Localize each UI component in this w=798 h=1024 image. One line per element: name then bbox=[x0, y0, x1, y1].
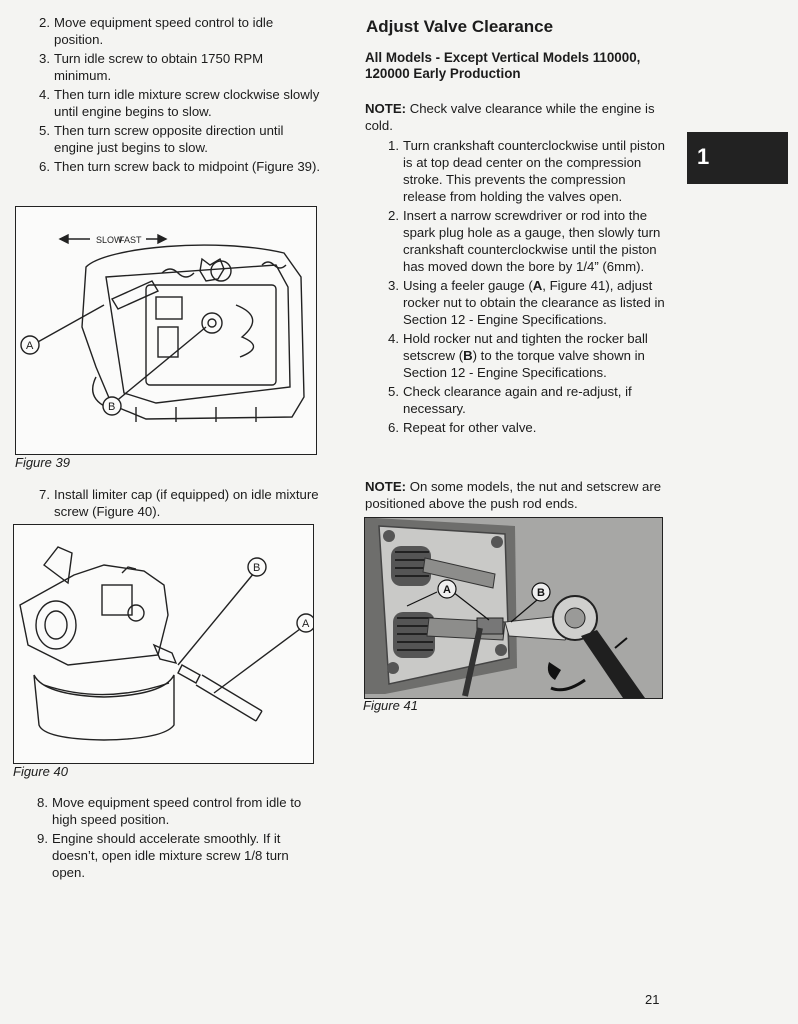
list-item: 6. Then turn screw back to midpoint (Figure 39). bbox=[39, 159, 321, 174]
list-item: 1. Turn crankshaft counterclockwise until piston is at top dead center on the compression stroke. This prevents the compression release from holding the valves open. bbox=[388, 138, 665, 204]
fast-label: FAST bbox=[119, 235, 142, 245]
figure-41-caption: Figure 41 bbox=[363, 698, 418, 713]
list-item: 2. Move equipment speed control to idle position. bbox=[39, 15, 274, 47]
callout-a: A bbox=[443, 584, 451, 596]
steps-list-a bbox=[36, 14, 321, 177]
valve-steps-list bbox=[385, 137, 665, 438]
list-item: 6. Repeat for other valve. bbox=[388, 420, 537, 435]
list-item: 9. Engine should accelerate smoothly. If it doesn’t, open idle mixture screw 1/8 turn open. bbox=[37, 831, 289, 880]
callout-a: A bbox=[26, 340, 34, 352]
slow-label: SLOW bbox=[96, 235, 123, 245]
figure-39-caption: Figure 39 bbox=[15, 455, 70, 470]
note-text: Check valve clearance while the engine is cold. bbox=[365, 101, 655, 133]
figure-40 bbox=[13, 524, 314, 764]
figure-39 bbox=[15, 206, 317, 455]
note-label: NOTE: bbox=[365, 101, 407, 116]
callout-a: A bbox=[302, 618, 310, 630]
list-item: 4. Hold rocker nut and tighten the rocker ball setscrew (B) to the torque valve shown in Section 12 - Engine Specifications. bbox=[388, 331, 648, 380]
note-cold-engine bbox=[365, 100, 665, 134]
figure-40-caption: Figure 40 bbox=[13, 764, 68, 779]
section-subheading: All Models - Except Vertical Models 110000, 120000 Early Production bbox=[365, 50, 641, 81]
list-item: 5. Then turn screw opposite direction until engine just begins to slow. bbox=[39, 123, 284, 155]
valve-adjustment-photo bbox=[365, 518, 662, 698]
list-item: 5. Check clearance again and re-adjust, if necessary. bbox=[388, 384, 632, 416]
list-item: 7. Install limiter cap (if equipped) on idle mixture screw (Figure 40). bbox=[39, 487, 319, 519]
carburetor-limiter-cap-illustration bbox=[14, 525, 313, 763]
step-7 bbox=[36, 486, 321, 522]
list-item: 4. Then turn idle mixture screw clockwise slowly until engine begins to slow. bbox=[39, 87, 320, 119]
section-heading: Adjust Valve Clearance bbox=[366, 17, 554, 36]
note-label: NOTE: bbox=[365, 479, 407, 494]
page-number: 21 bbox=[645, 992, 660, 1007]
list-item: 8. Move equipment speed control from idle to high speed position. bbox=[37, 795, 302, 827]
list-item: 3. Turn idle screw to obtain 1750 RPM minimum. bbox=[39, 51, 264, 83]
carburetor-linkage-illustration bbox=[16, 207, 316, 454]
note-text: On some models, the nut and setscrew are positioned above the push rod ends. bbox=[365, 479, 662, 511]
callout-b: B bbox=[253, 562, 261, 574]
list-item: 2. Insert a narrow screwdriver or rod into the spark plug hole as a gauge, then slowly turn crankshaft counterclockwise until the piston has moved down the bore by 1/4” (6mm). bbox=[388, 208, 661, 274]
steps-list-b bbox=[34, 794, 319, 883]
figure-41 bbox=[364, 517, 663, 699]
note-push-rod bbox=[365, 478, 665, 512]
section-tab: 1 bbox=[687, 132, 788, 184]
list-item: 3. Using a feeler gauge (A, Figure 41), adjust rocker nut to obtain the clearance as listed in Section 12 - Engine Specifications. bbox=[388, 278, 665, 327]
callout-b: B bbox=[108, 401, 116, 413]
callout-b: B bbox=[537, 587, 545, 599]
